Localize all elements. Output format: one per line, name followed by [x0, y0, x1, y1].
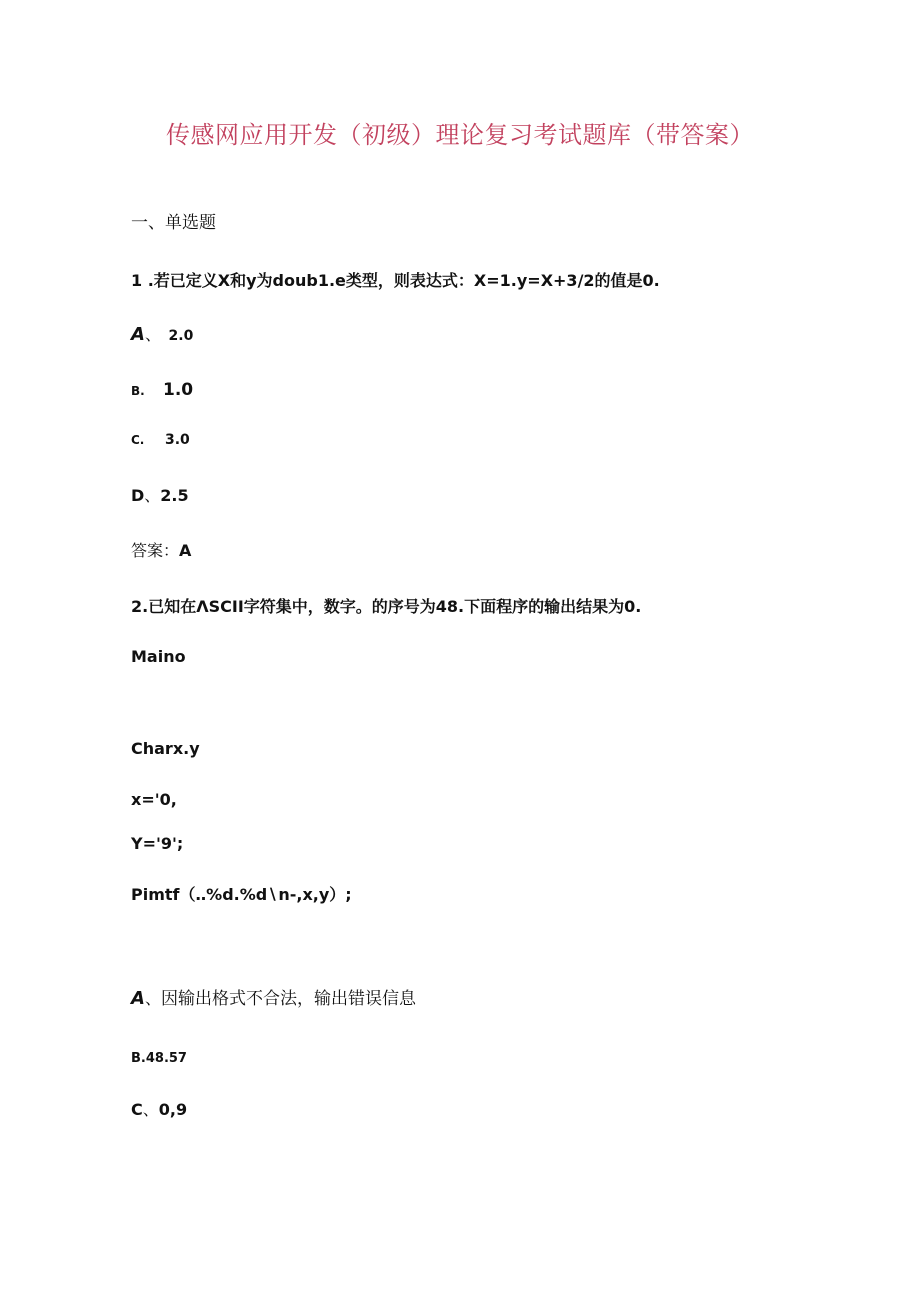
option-separator: 、 [144, 325, 161, 344]
code-line: Charx.y [131, 739, 200, 758]
option-label: B.48.57 [131, 1051, 187, 1066]
option-separator: 、 [142, 1100, 159, 1119]
question-1-option-a [131, 324, 193, 346]
option-label: B. [131, 384, 145, 398]
question-1-option-b [131, 380, 193, 400]
option-label: C. [131, 433, 145, 447]
document-title: 传感网应用开发（初级）理论复习考试题库（带答案） [166, 121, 754, 149]
question-1-answer [131, 541, 191, 560]
code-line: Maino [131, 647, 186, 666]
code-line: Pimtf（‥%d.%d∖n-,x,y）; [131, 885, 352, 904]
option-label: A [131, 988, 145, 1009]
option-text: 0,9 [158, 1100, 188, 1119]
question-2-option-b [131, 1047, 187, 1067]
question-2-stem: 2.已知在ΛSCII字符集中，数字。的序号为48.下面程序的输出结果为0. [131, 597, 642, 616]
answer-label: 答案： [131, 541, 180, 560]
option-text: 2.5 [160, 486, 189, 505]
code-line: x='0, [131, 790, 177, 809]
question-1-stem: 1 .若已定义X和y为doub1.e类型，则表达式：X=1.y=X+3/2的值是0. [131, 271, 660, 290]
option-label: A [131, 324, 145, 345]
option-label: C [131, 1100, 143, 1119]
option-text: 3.0 [165, 432, 190, 448]
section-heading: 一、单选题 [131, 213, 216, 233]
answer-value: A [179, 541, 192, 560]
question-2-option-c [131, 1100, 187, 1119]
option-separator: 、 [144, 989, 161, 1008]
option-label: D [131, 486, 145, 505]
question-2-option-a [131, 988, 416, 1010]
question-1-option-c [131, 429, 190, 449]
option-text: 1.0 [163, 380, 194, 400]
option-text: 因输出格式不合法，输出错误信息 [160, 989, 416, 1009]
code-line: Y='9'; [131, 834, 184, 853]
option-separator: 、 [144, 486, 161, 505]
question-1-option-d [131, 486, 189, 505]
option-text: 2.0 [168, 328, 194, 344]
